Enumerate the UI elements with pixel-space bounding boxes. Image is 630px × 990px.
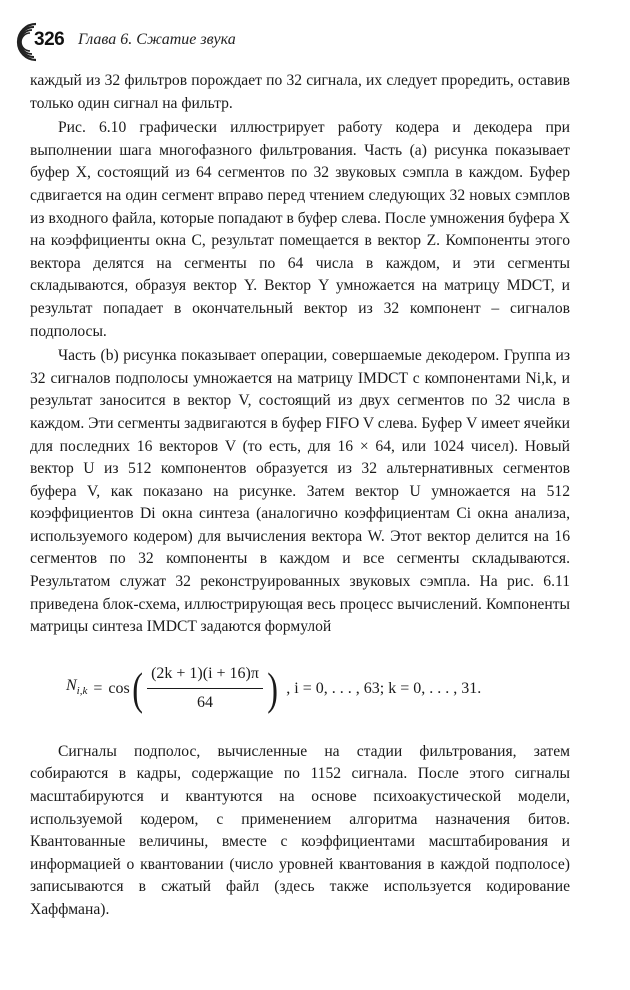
running-head: Глава 6. Сжатие звука [78,31,236,48]
formula-lhs [66,675,87,703]
formula-equals: = [93,679,103,697]
formula-func: cos [108,679,130,697]
formula-lhs-symbol: N [66,677,77,695]
formula-numerator: (2k + 1)(i + 16)π [147,663,263,690]
paragraph-4: Сигналы подполос, вычисленные на стадии фильтрования, затем собираются в кадры, содержащие по 1152 сигнала. После этого сигналы масштабируются и квантуются на основе психоакустической модели, используемой кодером, с применением алгоритма назначения битов. Квантованные величины, вместе с коэффициентами масштабирования и информацией о квантовании (число уровней квантования в каждой подполосе) записываются в сжатый файл (здесь также используется кодирование Хаффмана). [30,742,570,918]
page-header [14,22,574,62]
paragraph-1: каждый из 32 фильтров порождает по 32 сигнала, их следует проредить, оставив только один сигнал на фильтр. [30,72,570,112]
formula-denominator: 64 [197,694,213,712]
formula-tail: , i = 0, . . . , 63; k = 0, . . . , 31. [286,679,482,697]
paragraph-2: Рис. 6.10 графически иллюстрирует работу кодера и декодера при выполнении шага многофазного фильтрования. Часть (a) рисунка показывает буфер X, состоящий из 64 сегментов по 32 звуковых сэмпла в каждом. Буфер сдвигается на один сегмент вправо перед чтением следующих 32 новых сэмплов из входного файла, которые попадают в буфер слева. После умножения буфера X на коэффициенты окна C, результат помещается в вектор Z. Компоненты этого вектора делятся на сегменты по 64 числа в каждом, и эти сегменты складываются, образуя вектор Y. Вектор Y умножается на матрицу MDCT, и результат попадает в окончательный вектор из 32 компонент – сигналов подполосы. [30,119,570,340]
formula-left-paren: ( [132,662,143,714]
formula-right-paren: ) [267,662,278,714]
formula-block [30,649,570,729]
body-text [30,70,570,922]
formula-lhs-subscript: i,k [76,685,88,698]
formula-fraction [147,663,263,715]
paragraph-3: Часть (b) рисунка показывает операции, совершаемые декодером. Группа из 32 сигналов подполосы умножается на матрицу IMDCT с компонентами Ni,k, и результат заносится в вектор V, состоящий из двух сегментов по 32 числа в каждом. Эти сегменты задвигаются в буфер FIFO V слева. Буфер V имеет ячейки для последних 16 векторов V (то есть, для 16 × 64, или 1024 чисел). Новый вектор U из 512 компонентов образуется из 32 альтернативных сегментов буфера V, как показано на рисунке. Затем вектор U умножается на 512 коэффициентов Di окна синтеза (аналогично коэффициентам Ci окна анализа, используемого кодером) для вычисления вектора W. Этот вектор делится на 16 сегментов по 32 компоненты в каждом и все сегменты складываются. Результатом служат 32 реконструированных звуковых сэмпла. На рис. 6.11 приведена блок-схема, иллюстрирующая весь процесс вычислений. Компоненты матрицы синтеза IMDCT задаются формулой [30,347,570,636]
page-number: 326 [34,29,65,50]
